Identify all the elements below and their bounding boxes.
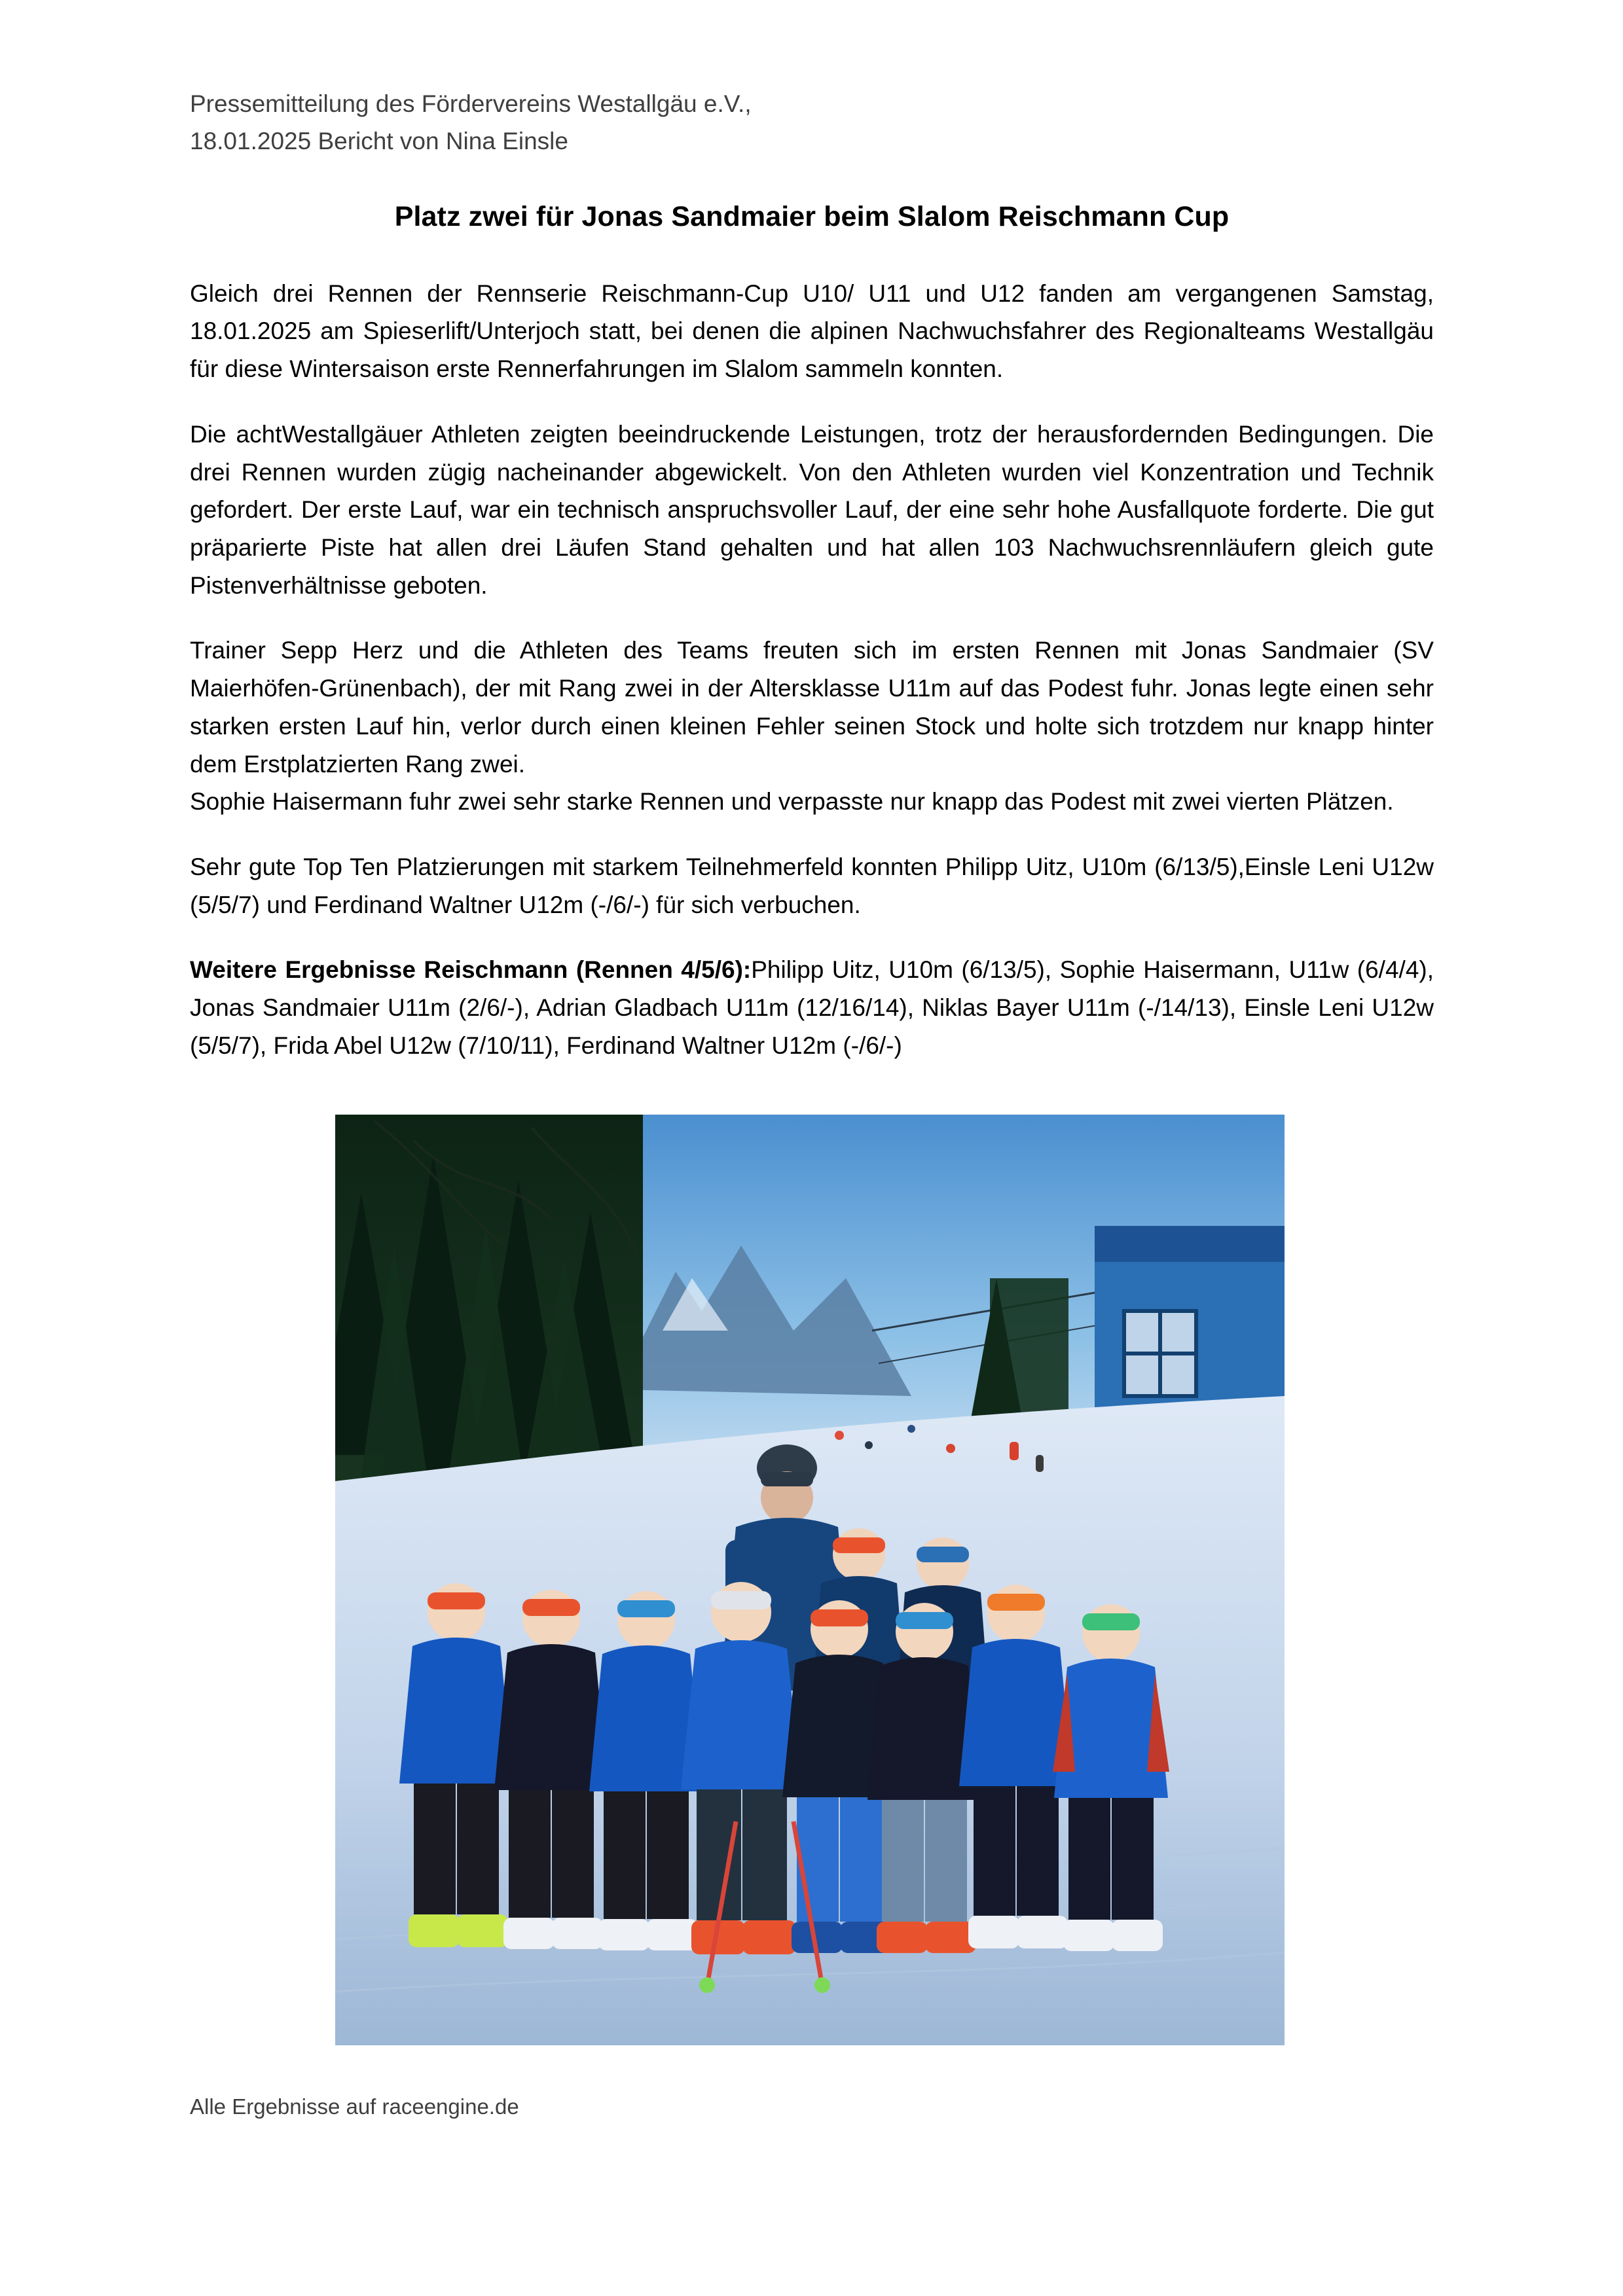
document-content	[190, 85, 1434, 1092]
paragraph-topten: Sehr gute Top Ten Platzierungen mit starkem Teilnehmerfeld konnten Philipp Uitz, U10m (6/13/5),Einsle Leni U12w (5/5/7) und Ferdinand Waltner U12m (-/6/-) für sich verbuchen.	[190, 853, 1434, 918]
page-title: Platz zwei für Jonas Sandmaier beim Slalom Reischmann Cup	[394, 200, 1230, 232]
press-release-header	[190, 85, 1434, 160]
team-photo-illustration	[335, 1115, 1285, 2045]
header-line-1: Pressemitteilung des Fördervereins Westallgäu e.V.,	[190, 90, 752, 117]
results-text: Philipp Uitz, U10m (6/13/5), Sophie Haisermann, U11w (6/4/4), Jonas Sandmaier U11m (2/6/-), Adrian Gladbach U11m (12/16/14), Niklas Bayer U11m (-/14/13), Einsle Leni U12w (5/5/7), Frida Abel U12w (7/10/11), Ferdinand Waltner U12m (-/6/-)	[190, 956, 1434, 1059]
header-line-2: 18.01.2025 Bericht von Nina Einsle	[190, 128, 568, 155]
paragraph-results	[190, 951, 1434, 1064]
paragraph-sophie: Sophie Haisermann fuhr zwei sehr starke Rennen und verpasste nur knapp das Podest mit zwei vierten Plätzen.	[190, 788, 1394, 816]
footer-note: Alle Ergebnisse auf raceengine.de	[190, 2094, 519, 2119]
paragraph-intro: Gleich drei Rennen der Rennserie Reischmann-Cup U10/ U11 und U12 fanden am vergangenen Samstag, 18.01.2025 am Spieserlift/Unterjoch statt, bei denen die alpinen Nachwuchsfahrer des Regionalteams Westallgäu für diese Wintersaison erste Rennerfahrungen im Slalom sammeln konnten.	[190, 279, 1434, 383]
paragraph-performance: Die achtWestallgäuer Athleten zeigten beeindruckende Leistungen, trotz der herausfordernden Bedingungen. Die drei Rennen wurden zügig nacheinander abgewickelt. Von den Athleten wurden viel Konzentration und Technik gefordert. Der erste Lauf, war ein technisch anspruchsvoller Lauf, der eine sehr hohe Ausfallquote forderte. Die gut präparierte Piste hat allen drei Läufen Stand gehalten und hat allen 103 Nachwuchsrennläufern gleich gute Pistenverhältnisse geboten.	[190, 420, 1434, 599]
team-photo	[335, 1115, 1285, 2045]
paragraph-jonas: Trainer Sepp Herz und die Athleten des Teams freuten sich im ersten Rennen mit Jonas Sandmaier (SV Maierhöfen-Grünenbach), der mit Rang zwei in der Altersklasse U11m auf das Podest fuhr. Jonas legte einen sehr starken ersten Lauf hin, verlor durch einen kleinen Fehler seinen Stock und holte sich trotzdem nur knapp hinter dem Erstplatzierten Rang zwei.	[190, 637, 1434, 778]
results-lead: Weitere Ergebnisse Reischmann (Rennen 4/5/6):	[190, 956, 752, 984]
